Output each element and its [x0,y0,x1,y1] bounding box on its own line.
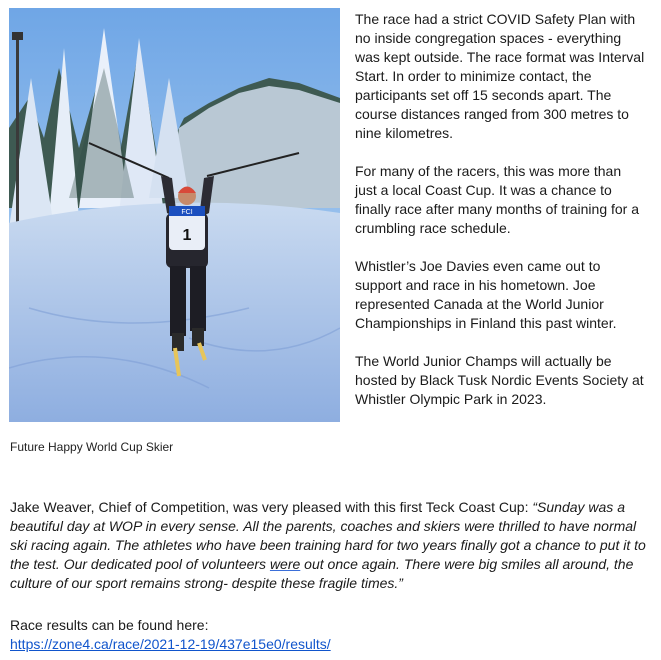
skier-photo [9,8,340,422]
bib-logo: FCI [181,209,193,216]
race-results [10,616,331,654]
paragraph-joe-davies: Whistler’s Joe Davies even came out to support and race in his hometown. Joe represented Canada at the World Junior Championships in Finland this past winter. [355,258,617,331]
quote-underlined-word: were [269,556,301,572]
results-label: Race results can be found here: [10,617,209,633]
article-right-column [355,10,645,428]
photo-caption: Future Happy World Cup Skier [10,440,174,454]
quote-text-after: out once again. There were big smiles all around, the culture of our sport remains strong- despite these fragile times.” [10,556,634,591]
results-link[interactable]: https://zone4.ca/race/2021-12-19/437e15e0/results/ [10,636,331,652]
paragraph-local-coast-cup: For many of the racers, this was more than just a local Coast Cup. It was a chance to finally race after many months of training for a crumbling race schedule. [355,163,640,236]
jake-weaver-quote [10,498,650,593]
paragraph-safety-plan: The race had a strict COVID Safety Plan with no inside congregation spaces - everything was kept outside. The race format was Interval Start. In order to minimize contact, the participants set off 15 seconds apart. The course distances ranged from 300 metres to nine kilometres. [355,11,645,141]
paragraph-world-junior-champs: The World Junior Champs will actually be hosted by Black Tusk Nordic Events Society at Whistler Olympic Park in 2023. [355,353,644,407]
quote-intro: Jake Weaver, Chief of Competition, was very pleased with this first Teck Coast Cup: [10,499,533,515]
bib-number: 1 [182,227,192,244]
quote-text-before: “Sunday was a beautiful day at WOP in every sense. All the parents, coaches and skiers were thrilled to have normal ski racing again. The athletes who have been training hard for two years finally got a chance to put it to the test. Our dedicated pool of volunteers [10,499,646,572]
